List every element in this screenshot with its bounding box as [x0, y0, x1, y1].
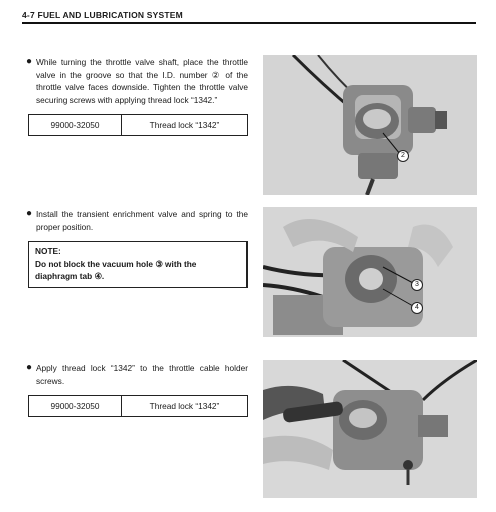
callout-2: 2 — [397, 150, 409, 162]
bullet-dot-icon: ● — [26, 56, 33, 67]
step-3-text: Apply thread lock “1342” to the throttle cable holder screws. — [36, 363, 248, 386]
carburetor-photo-1 — [263, 55, 477, 195]
note-body: Do not block the vacuum hole ③ with the diaphragm tab ④. — [35, 258, 197, 281]
page-header-title: 4-7 FUEL AND LUBRICATION SYSTEM — [22, 10, 183, 20]
step-2 — [26, 208, 248, 288]
part-description: Thread lock “1342” — [149, 401, 220, 411]
step-1-text: While turning the throttle valve shaft, place the throttle valve in the groove so that the I.D. number ② of the throttle valve faces downside. Tighten the throttle valve securing screws with applying thread lock “1342.” — [36, 57, 248, 105]
step-3 — [26, 362, 248, 417]
note-title: NOTE: — [35, 246, 61, 256]
callout-3: 3 — [411, 279, 423, 291]
carburetor-photo-3 — [263, 360, 477, 498]
note-box — [28, 241, 248, 288]
step-1 — [26, 56, 248, 136]
carburetor-photo-2 — [263, 207, 477, 337]
part-number: 99000-32050 — [29, 115, 122, 135]
part-number: 99000-32050 — [29, 396, 122, 416]
bullet-dot-icon: ● — [26, 208, 33, 219]
part-number-box — [28, 395, 248, 417]
part-description: Thread lock “1342” — [149, 120, 220, 130]
bullet-dot-icon: ● — [26, 362, 33, 373]
step-2-text: Install the transient enrichment valve and spring to the proper position. — [36, 209, 248, 232]
part-number-box — [28, 114, 248, 136]
page-header — [22, 10, 476, 24]
callout-4: 4 — [411, 302, 423, 314]
